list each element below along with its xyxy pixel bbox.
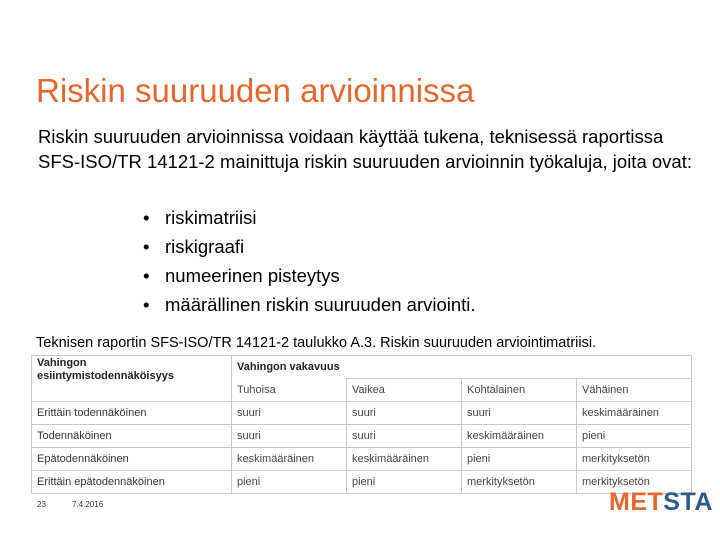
bullet-icon: • <box>143 265 150 286</box>
corner-header-line2: esiintymistodennäköisyys <box>37 370 174 382</box>
table-cell: pieni <box>347 471 462 494</box>
footer-date: 7.4.2016 <box>72 500 104 509</box>
table-cell: suuri <box>462 402 577 425</box>
table-cell: keskimääräinen <box>347 448 462 471</box>
bullet-icon: • <box>143 294 150 315</box>
table-cell: pieni <box>462 448 577 471</box>
corner-header-line1: Vahingon <box>37 357 87 369</box>
table-cell: suuri <box>232 425 347 448</box>
list-item <box>143 203 476 232</box>
table-cell: pieni <box>232 471 347 494</box>
logo-part-sta: STA <box>663 488 713 516</box>
bullet-icon: • <box>143 236 150 257</box>
list-item-label: riskigraafi <box>165 236 245 257</box>
table-cell: merkityksetön <box>462 471 577 494</box>
list-item-label: numeerinen pisteytys <box>165 265 340 286</box>
table-cell: pieni <box>577 425 692 448</box>
tool-list <box>143 203 476 319</box>
table-cell: suuri <box>347 425 462 448</box>
table-header-row <box>32 356 692 379</box>
metsta-logo <box>609 488 713 517</box>
list-item <box>143 261 476 290</box>
list-item <box>143 290 476 319</box>
list-item <box>143 232 476 261</box>
table-row <box>32 402 692 425</box>
intro-paragraph: Riskin suuruuden arvioinnissa voidaan käyttää tukena, teknisessä raportissa SFS-ISO/TR 14121-2 mainittuja riskin suuruuden arvioinnin työkaluja, joita ovat: <box>38 126 692 172</box>
table-row <box>32 471 692 494</box>
bullet-icon: • <box>143 207 150 228</box>
row-header: Erittäin epätodennäköinen <box>32 471 232 494</box>
table-cell: merkityksetön <box>577 448 692 471</box>
table-cell: keskimääräinen <box>577 402 692 425</box>
severity-header: Vahingon vakavuus <box>232 356 692 379</box>
column-header: Tuhoisa <box>232 379 347 402</box>
row-header: Todennäköinen <box>32 425 232 448</box>
page-number: 23 <box>37 500 46 509</box>
column-header: Vaikea <box>347 379 462 402</box>
table-cell: merkityksetön <box>577 471 692 494</box>
list-item-label: määrällinen riskin suuruuden arviointi. <box>165 294 476 315</box>
table-row <box>32 425 692 448</box>
table-cell: suuri <box>232 402 347 425</box>
slide-title: Riskin suuruuden arvioinnissa <box>36 72 475 109</box>
row-header: Epätodennäköinen <box>32 448 232 471</box>
list-item-label: riskimatriisi <box>165 207 257 228</box>
corner-header <box>32 356 232 402</box>
row-header: Erittäin todennäköinen <box>32 402 232 425</box>
column-header: Vähäinen <box>577 379 692 402</box>
logo-part-met: MET <box>609 488 664 516</box>
table-cell: suuri <box>347 402 462 425</box>
table-row <box>32 448 692 471</box>
table-cell: keskimääräinen <box>462 425 577 448</box>
table-cell: keskimääräinen <box>232 448 347 471</box>
risk-matrix-table <box>31 355 692 494</box>
table-caption: Teknisen raportin SFS-ISO/TR 14121-2 taulukko A.3. Riskin suuruuden arviointimatriisi. <box>36 335 597 351</box>
column-header: Kohtalainen <box>462 379 577 402</box>
